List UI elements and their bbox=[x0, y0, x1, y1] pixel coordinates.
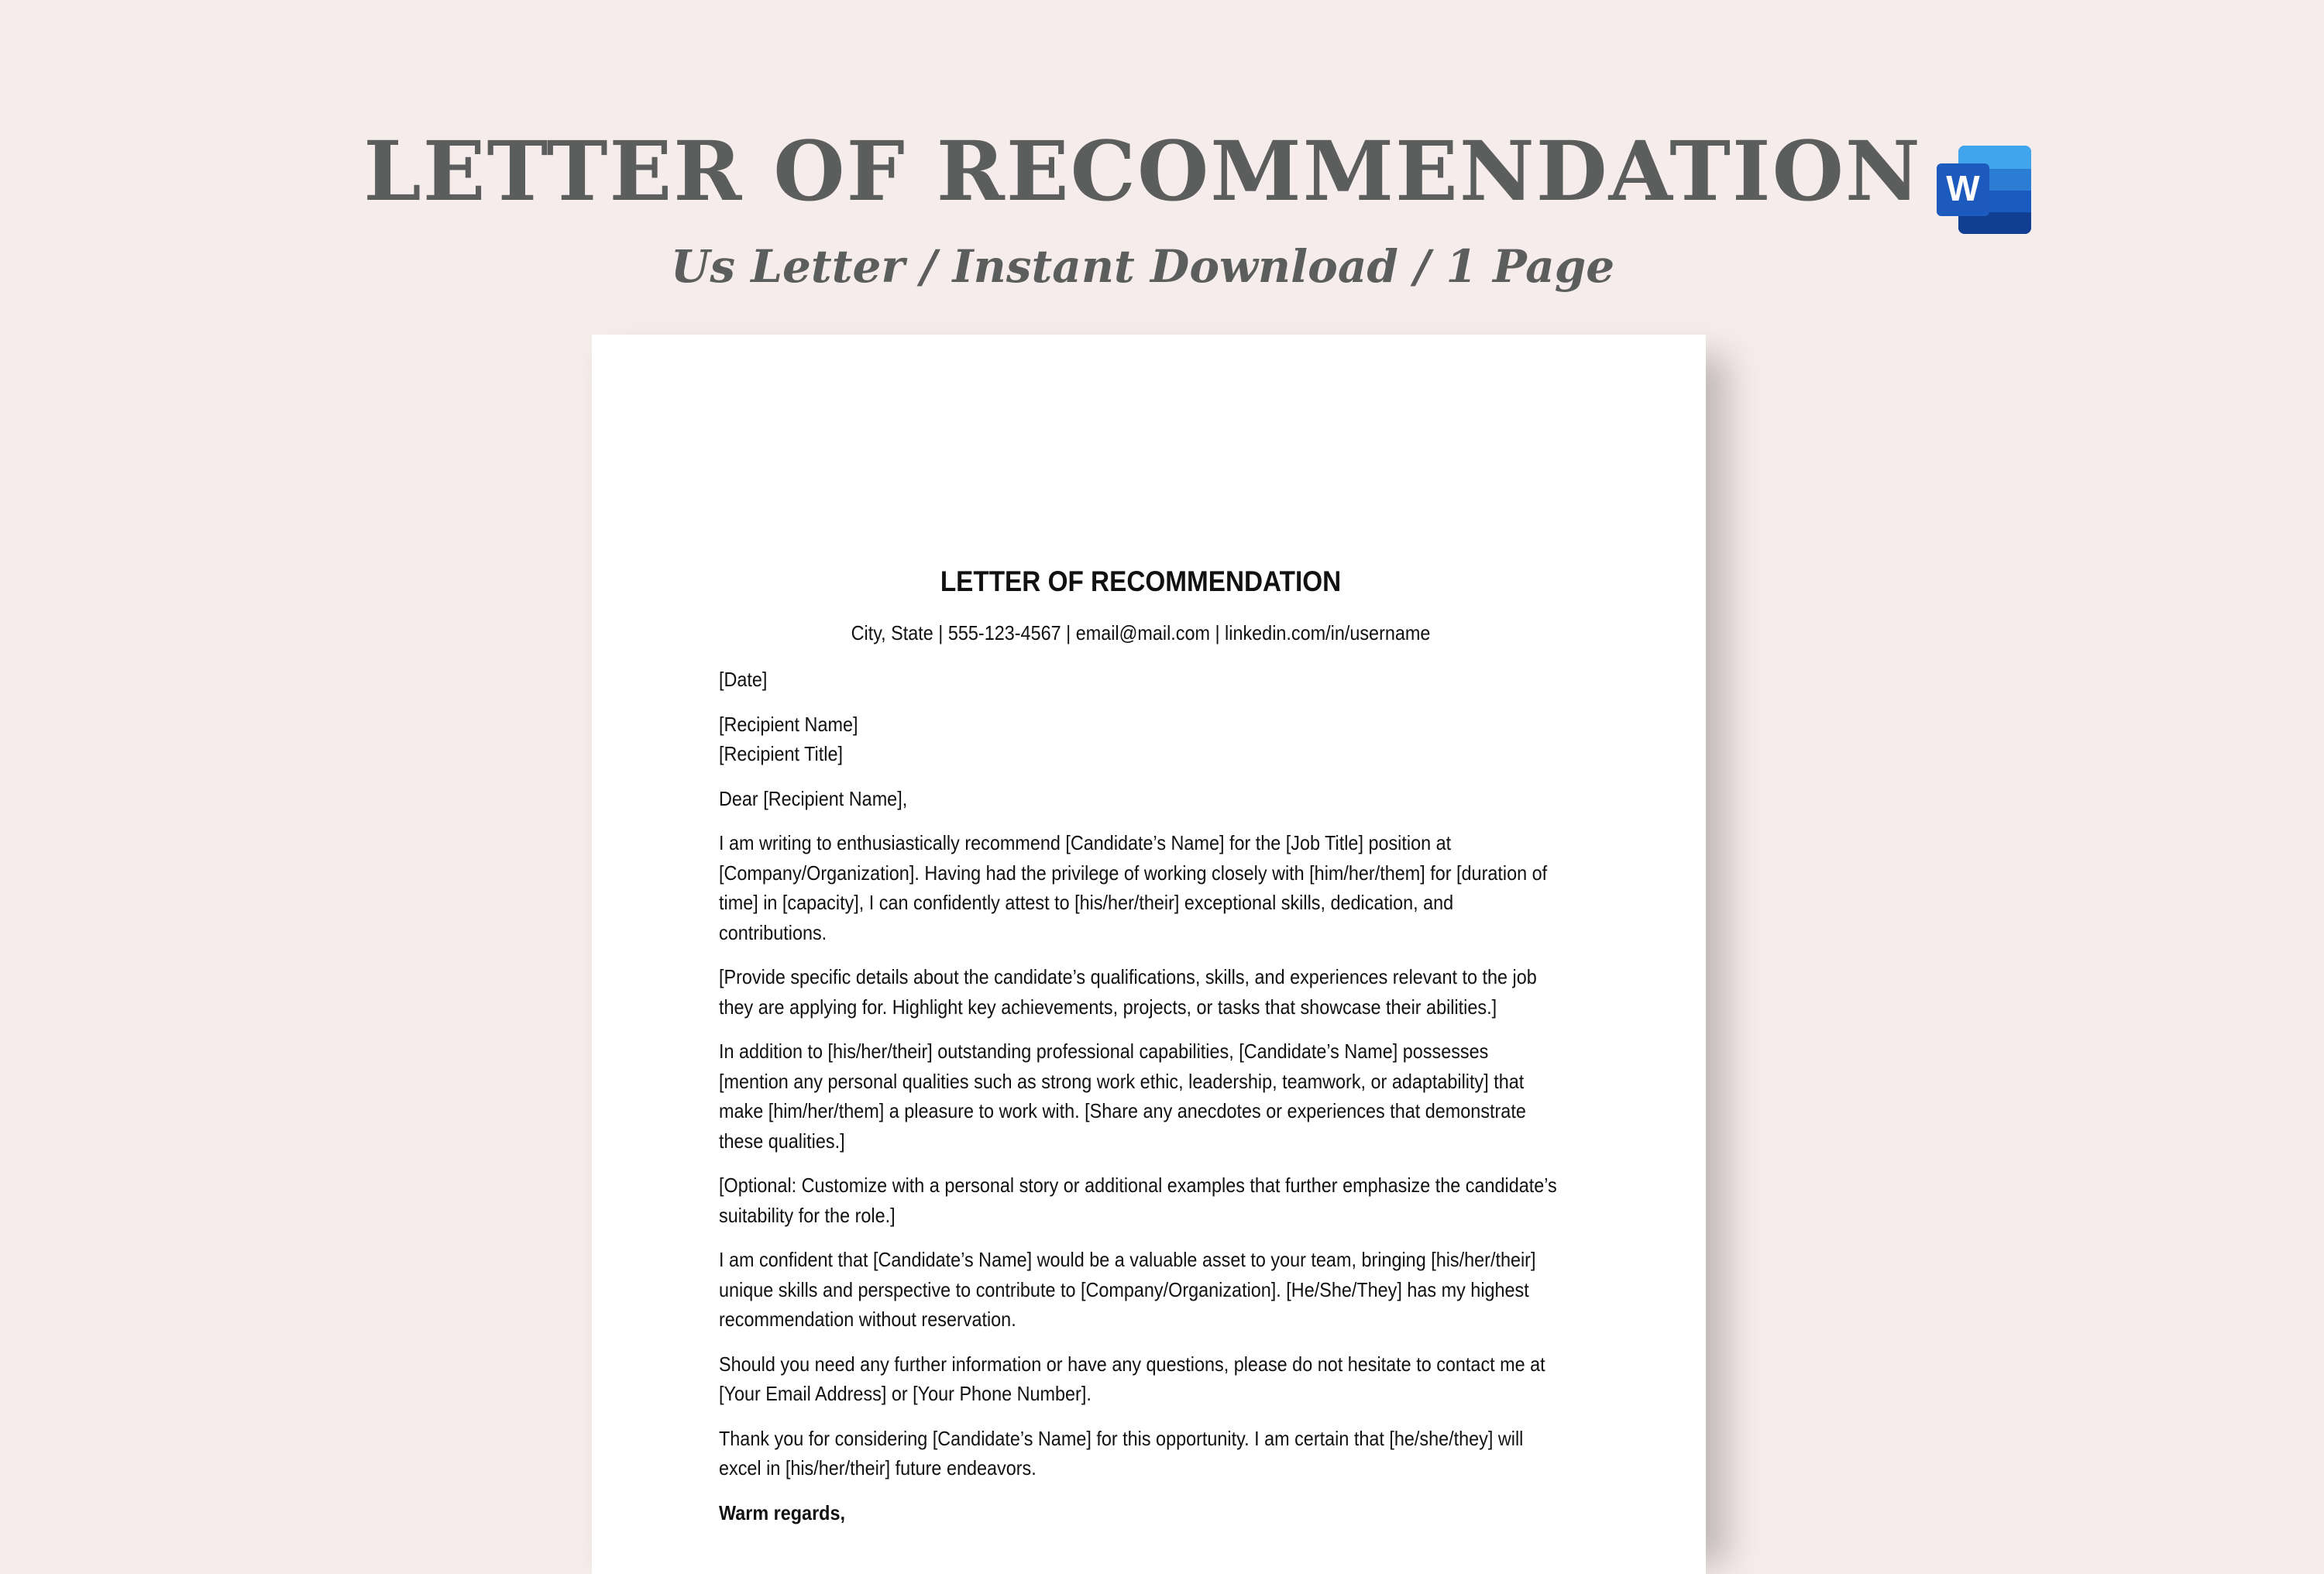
hero-title: LETTER OF RECOMMENDATION bbox=[363, 122, 1922, 219]
paragraph-personal-qualities: In addition to [his/her/their] outstanding professional capabilities, [Candidate’s Name] possesses [mention any personal qualities such as strong work ethic, leadership, teamwork, or adaptability] that make [him/her/them] a pleasure to work with. [Share any anecdotes or experiences that demonstrate these qualities.] bbox=[719, 1040, 1526, 1153]
closing-line: Warm regards, bbox=[719, 1500, 845, 1524]
recipient-name: [Recipient Name] bbox=[719, 712, 858, 736]
hero-subtitle: Us Letter / Instant Download / 1 Page bbox=[670, 240, 1615, 293]
recipient-block bbox=[719, 710, 1563, 769]
contact-line: City, State | 555-123-4567 | email@mail.com | linkedin.com/in/username bbox=[851, 621, 1431, 644]
paragraph-intro: I am writing to enthusiastically recommend [Candidate’s Name] for the [Job Title] position at [Company/Organization]. Having had the privilege of working closely with [him/her/them] for [duration of time] in [capacity], I can confidently attest to [his/her/their] exceptional skills, dedication, and contributions. bbox=[719, 831, 1548, 944]
salutation: Dear [Recipient Name], bbox=[719, 786, 908, 810]
document-page bbox=[592, 335, 1706, 1574]
word-icon bbox=[1937, 146, 2031, 234]
recipient-title: [Recipient Title] bbox=[719, 742, 843, 765]
paragraph-qualifications: [Provide specific details about the candidate’s qualifications, skills, and experiences relevant to the job they are applying for. Highlight key achievements, projects, or tasks that showcase their abilities.] bbox=[719, 965, 1537, 1019]
letter-body bbox=[719, 665, 1563, 1542]
paragraph-contact-info: Should you need any further information or have any questions, please do not hesitate to contact me at [Your Email Address] or [Your Phone Number]. bbox=[719, 1352, 1545, 1405]
document-title: LETTER OF RECOMMENDATION bbox=[940, 565, 1342, 597]
word-icon-letter: W bbox=[1946, 168, 1980, 208]
paragraph-thanks: Thank you for considering [Candidate’s Name] for this opportunity. I am certain that [he/she/they] will excel in [his/her/their] future endeavors. bbox=[719, 1426, 1524, 1479]
paragraph-optional-story: [Optional: Customize with a personal story or additional examples that further emphasize the candidate’s suitability for the role.] bbox=[719, 1174, 1557, 1227]
paragraph-confidence: I am confident that [Candidate’s Name] would be a valuable asset to your team, bringing [his/her/their] unique skills and perspective to contribute to [Company/Organization]. [He/She/They] has my highest recommendation without reservation. bbox=[719, 1248, 1536, 1331]
date-line: [Date] bbox=[719, 668, 768, 691]
